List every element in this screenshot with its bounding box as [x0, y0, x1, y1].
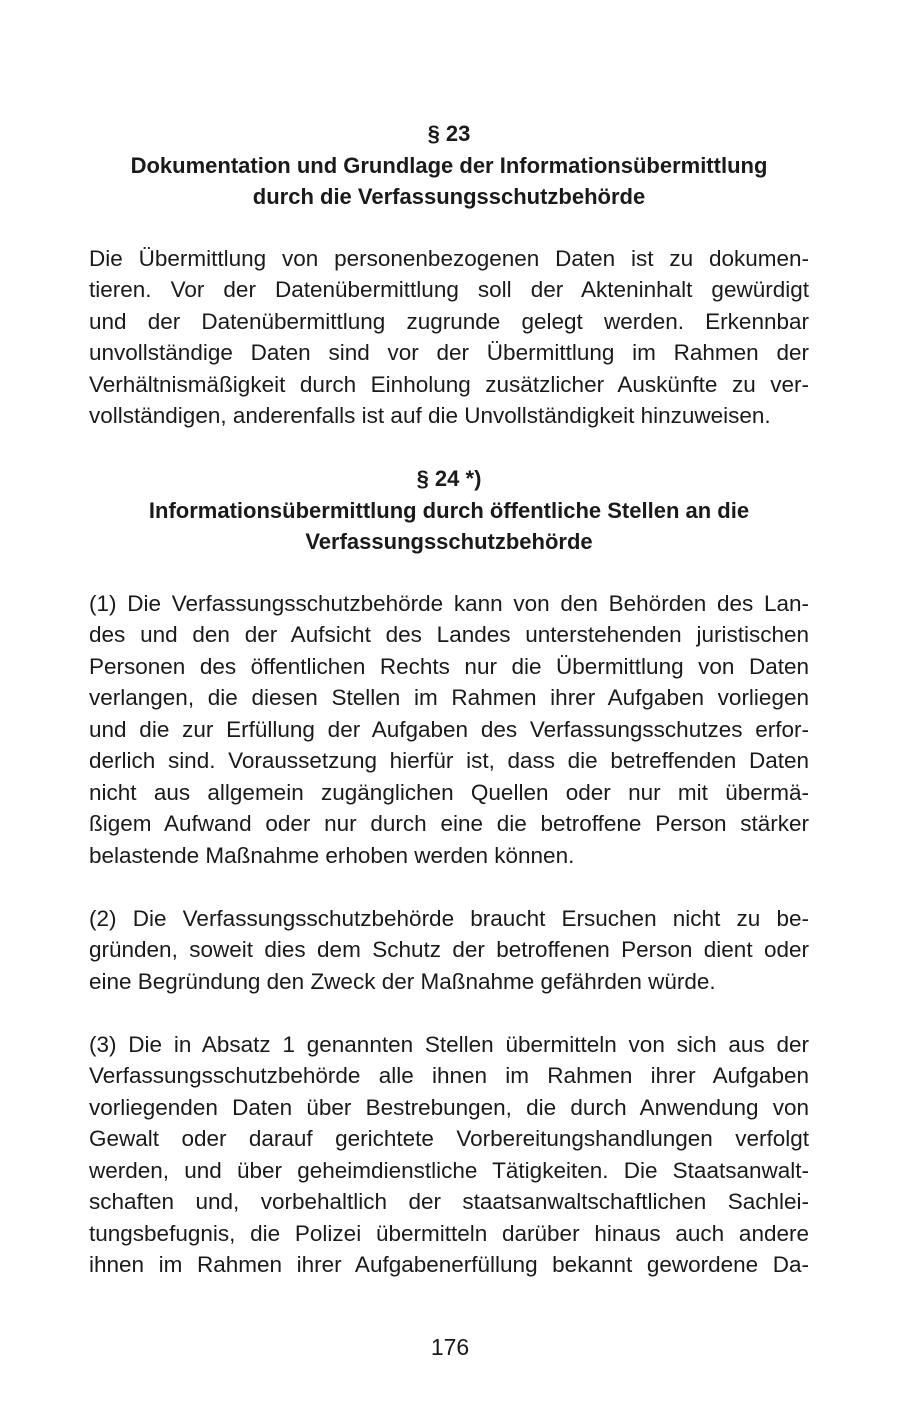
text-line: (2) Die Verfassungsschutzbehörde braucht Ersuchen nicht zu be- — [89, 905, 809, 931]
text-line: unvollständige Daten sind vor der Übermittlung im Rahmen der — [89, 340, 809, 365]
text-line: belastende Maßnahme erhoben werden können. — [89, 842, 575, 868]
text-line: eine Begründung den Zweck der Maßnahme gefährden würde. — [89, 968, 716, 994]
text-line: derlich sind. Voraussetzung hierfür ist, dass die betreffenden Daten — [89, 748, 809, 773]
section-number: § 23 — [427, 121, 471, 146]
text-line: (3) Die in Absatz 1 genannten Stellen übermitteln von sich aus der — [89, 1031, 809, 1057]
text-line: Die Übermittlung von personenbezogenen Daten ist zu dokumen- — [89, 245, 809, 271]
absatz-1 — [89, 588, 809, 872]
text-line: verlangen, die diesen Stellen im Rahmen ihrer Aufgaben vorliegen — [89, 685, 809, 710]
document-page — [89, 118, 809, 1281]
text-line: Gewalt oder darauf gerichtete Vorbereitungshandlungen verfolgt — [89, 1126, 809, 1151]
section-number: § 24 *) — [416, 466, 482, 491]
text-line: tungsbefugnis, die Polizei übermitteln darüber hinaus auch andere — [89, 1220, 809, 1246]
text-line: Personen des öffentlichen Rechts nur die Übermittlung von Daten — [89, 653, 809, 679]
text-line: tieren. Vor der Datenübermittlung soll der Akteninhalt gewürdigt — [89, 277, 809, 302]
text-line: gründen, soweit dies dem Schutz der betroffenen Person dient oder — [89, 937, 809, 962]
absatz-2 — [89, 903, 809, 998]
section-title-line: durch die Verfassungsschutzbehörde — [252, 184, 646, 209]
text-line: schaften und, vorbehaltlich der staatsanwaltschaftlichen Sachlei- — [89, 1189, 809, 1214]
text-line: ßigem Aufwand oder nur durch eine die betroffene Person stärker — [89, 811, 809, 836]
text-line: und die zur Erfüllung der Aufgaben des Verfassungsschutzes erfor- — [89, 716, 809, 742]
text-line: nicht aus allgemein zugänglichen Quellen oder nur mit übermä- — [89, 779, 809, 805]
text-line: werden, und über geheimdienstliche Tätigkeiten. Die Staatsanwalt- — [89, 1157, 809, 1183]
text-line: (1) Die Verfassungsschutzbehörde kann von den Behörden des Lan- — [89, 590, 809, 616]
page-number: 176 — [430, 1334, 470, 1360]
section-title-line: Dokumentation und Grundlage der Informationsübermittlung — [130, 152, 768, 178]
text-line: des und den der Aufsicht des Landes unterstehenden juristischen — [89, 622, 809, 647]
text-line: Verhältnismäßigkeit durch Einholung zusätzlicher Auskünfte zu ver- — [89, 371, 809, 397]
section-paragraph — [89, 243, 809, 432]
section-23 — [89, 118, 809, 432]
text-line: ihnen im Rahmen ihrer Aufgabenerfüllung bekannt gewordene Da- — [89, 1252, 809, 1277]
text-line: vollständigen, anderenfalls ist auf die Unvollständigkeit hinzuweisen. — [89, 403, 771, 428]
text-line: und der Datenübermittlung zugrunde gelegt werden. Erkennbar — [89, 308, 809, 334]
text-line: Verfassungsschutzbehörde alle ihnen im Rahmen ihrer Aufgaben — [89, 1063, 809, 1088]
section-title-line: Informationsübermittlung durch öffentliche Stellen an die — [148, 497, 750, 523]
text-line: vorliegenden Daten über Bestrebungen, die durch Anwendung von — [89, 1094, 809, 1120]
absatz-3 — [89, 1029, 809, 1281]
section-title-line: Verfassungsschutzbehörde — [305, 529, 593, 554]
section-24 — [89, 463, 809, 1281]
